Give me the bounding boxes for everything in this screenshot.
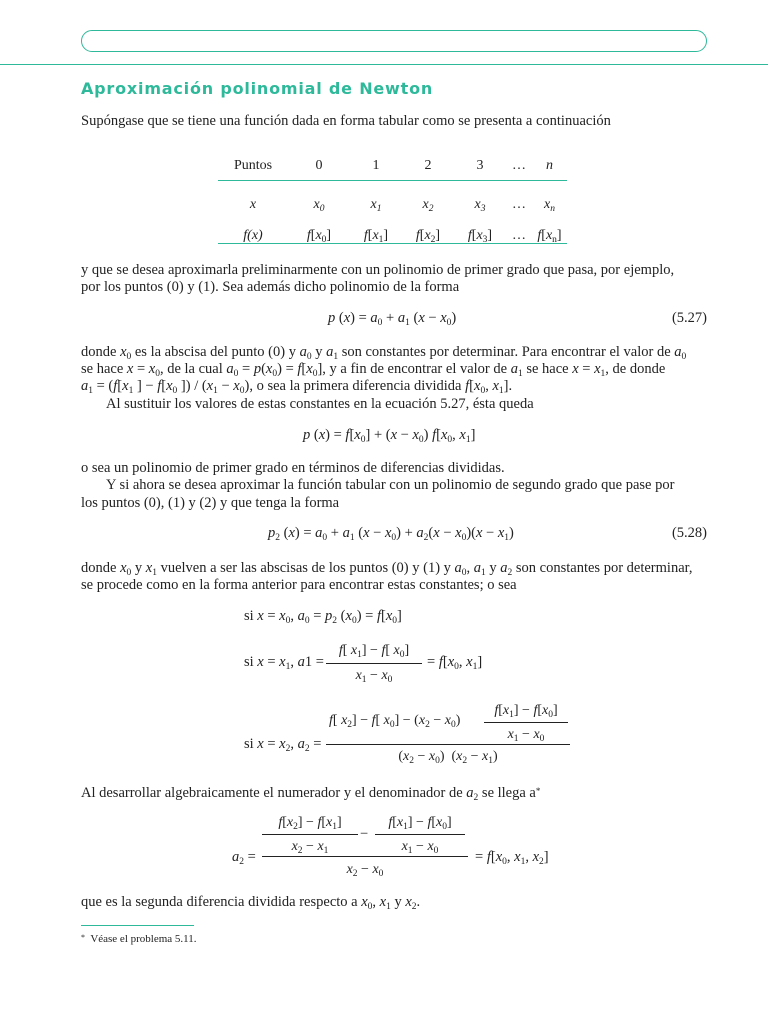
footnote: * Véase el problema 5.11. — [81, 933, 197, 945]
equation-number: (5.28) — [671, 525, 707, 541]
header-bar — [81, 30, 707, 52]
fraction-bar — [375, 834, 465, 835]
section-title: Aproximación polinomial de Newton — [81, 79, 434, 98]
paragraph-line: y que se desea aproximarla preliminarmente con un polinomio de primer grado que pasa, por ejemplo, — [81, 262, 675, 278]
table-cell: $f[x_1]$ — [363, 227, 389, 245]
equation-5-27: p $(x) = a_0 + a_1$ $(x - x_0)$ — [328, 310, 457, 328]
table-cell: $f[x_0]$ — [306, 227, 332, 245]
fraction-numerator: f[ $x_2] - f$[ $x_0] - (x_2 - x_0)$ — [329, 713, 461, 730]
inner-fraction-bar — [484, 722, 568, 723]
equation-5-28: $p_2$ $(x) = a_0 + a_1$ $(x - x_0) + a_2(x - x_0)(x - x_1)$ — [268, 525, 514, 543]
fraction-bar — [326, 744, 570, 745]
fraction-numerator: f[ $x_1] - f$[ $x_0$] — [338, 643, 410, 660]
table-row-x — [218, 189, 567, 220]
fraction-denominator: $x_2 - x_1$ — [291, 839, 329, 856]
table-cell: f(x) — [243, 227, 263, 243]
paragraph-line: que es la segunda diferencia dividida respecto a $x_0$, $x_1$ y $x_2$. — [81, 894, 421, 912]
case-x0: si $x = x_0$, $a_0 = p_2$ $(x_0) = f[x_0]$ — [244, 608, 402, 626]
inner-fraction-denominator: $x_1 - x_0$ — [507, 727, 545, 744]
table-cell: $f[x_2]$ — [415, 227, 441, 245]
fraction-denominator: $x_2 - x_0$ — [346, 862, 384, 879]
table-cell: $f[x_3]$ — [467, 227, 493, 245]
inner-fraction-numerator: $f[x_1] - f[x_0]$ — [494, 703, 558, 720]
equation-first-degree: p $(x) = f[x_0] + (x - x_0)$ $f[x_0$, $x_1$] — [303, 427, 476, 445]
paragraph-line: donde $x_0$ y $x_1$ vuelven a ser las abscisas de los puntos (0) y (1) y $a_0$, $a_1$ y $a_2$ son constantes por determinar, — [81, 560, 693, 578]
table-cell: $x_n$ — [544, 196, 555, 214]
case-x1: si $x = x_1$, a1 = — [244, 654, 324, 672]
paragraph-line: por los puntos (0) y (1). Sea además dicho polinomio de la forma — [81, 279, 460, 295]
a2-result: = $f[x_0$, $x_1$, $x_2$] — [475, 849, 549, 867]
fraction-denominator: $x_1 - x_0$ — [401, 839, 439, 856]
fraction-numerator: $f[x_2] - f[x_1]$ — [278, 815, 342, 832]
fraction-denominator: $x_1 - x_0$ — [355, 668, 393, 685]
table-cell: … — [512, 196, 526, 212]
fraction-numerator: $f[x_1] - f[x_0]$ — [388, 815, 452, 832]
fraction-denominator: $(x_2 - x_0) (x_2 - x_1)$ — [398, 749, 498, 766]
paragraph-line: donde $x_0$ es la abscisa del punto (0) y $a_0$ y $a_1$ son constantes por determinar. Para encontrar el valor de $a_0$ — [81, 344, 687, 362]
paragraph-line: Y si ahora se desea aproximar la función tabular con un polinomio de segundo grado que pase por — [106, 477, 675, 493]
paragraph-line: Al sustituir los valores de estas constantes en la ecuación 5.27, ésta queda — [106, 396, 534, 412]
table-header-cell: 1 — [372, 157, 380, 173]
table-header-cell: 0 — [315, 157, 323, 173]
table-header-cell: … — [512, 157, 526, 173]
case-x1-result: = $f[x_0$, $x_1$] — [427, 654, 483, 672]
paragraph-line: se hace $x = x_0$, de la cual $a_0 = p(x_0) = f[x_0]$, y a fin de encontrar el valor de $a_1$ se hace $x = x_1$, de donde — [81, 361, 666, 379]
table-header-cell: n — [546, 157, 553, 173]
minus-sign: − — [360, 826, 369, 842]
equation-number: (5.27) — [671, 310, 707, 326]
paragraph-line: o sea un polinomio de primer grado en términos de diferencias divididas. — [81, 460, 505, 476]
table-header-cell: 3 — [476, 157, 484, 173]
table-cell: $x_0$ — [313, 196, 325, 214]
table-cell: … — [512, 227, 526, 243]
a2-label: $a_2$ = — [232, 849, 256, 867]
paragraph-line: se procede como en la forma anterior para encontrar estas constantes; o sea — [81, 577, 517, 593]
paragraph-line: $a_1 = (f[x_1$ ] − $f[x_0$ ]) / $(x_1 - x_0)$, o sea la primera diferencia dividida $f[x_0$, $x_1$]. — [81, 378, 513, 396]
table-header-cell: 2 — [424, 157, 432, 173]
paragraph-line: Al desarrollar algebraicamente el numerador y el denominador de $a_2$ se llega a* — [81, 785, 541, 803]
table-header-row — [218, 150, 567, 181]
table-header-cell: Puntos — [233, 157, 273, 173]
table-cell: $f[x_n]$ — [537, 227, 562, 245]
paragraph-line: los puntos (0), (1) y (2) y que tenga la forma — [81, 495, 340, 511]
table-cell: $x_2$ — [422, 196, 434, 214]
footnote-rule — [81, 925, 194, 926]
table-cell: x — [249, 196, 257, 212]
fraction-bar — [262, 856, 468, 857]
table-cell: $x_1$ — [370, 196, 382, 214]
fraction-bar — [326, 663, 422, 664]
intro-text: Supóngase que se tiene una función dada en forma tabular como se presenta a continuación — [81, 113, 611, 129]
table-row-fx — [218, 220, 567, 251]
fraction-bar — [262, 834, 358, 835]
data-table — [218, 150, 567, 251]
header-rule — [0, 64, 768, 65]
case-x2: si $x = x_2$, $a_2$ = — [244, 736, 322, 754]
table-cell: $x_3$ — [474, 196, 486, 214]
